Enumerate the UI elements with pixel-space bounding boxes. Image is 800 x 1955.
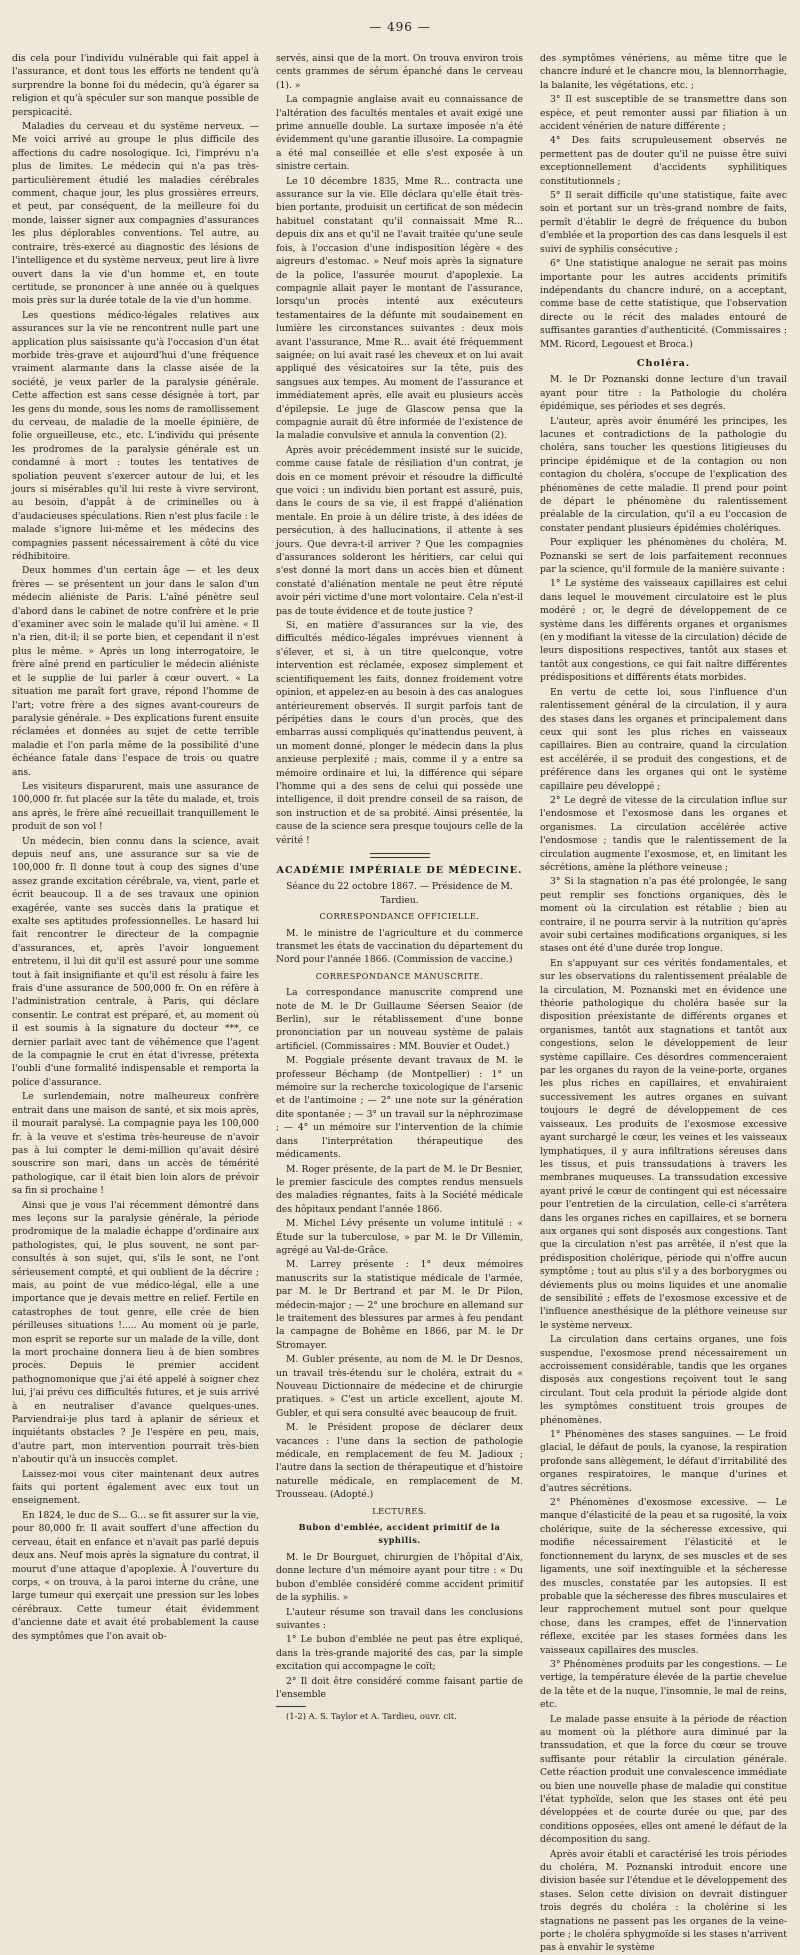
paragraph: M. le Dr Bourguet, chirurgien de l'hôpital d'Aix, donne lecture d'un mémoire ayant pour titre : « Du bubon d'emblée considéré comme accident primitif de la syphilis. »	[276, 1551, 523, 1604]
paragraph: En vertu de cette loi, sous l'influence d'un ralentissement général de la circulation, il y aura des stases dans les organes et principalement dans ceux qui sont les plus riches en vaisseaux capillaires. Bien au contraire, quand la circulation est accélérée, il se produit des congestions, et de préférence dans les organes qui ont le système capillaire peu développé ;	[540, 686, 787, 792]
paragraph: Ainsi que je vous l'ai récemment démontré dans mes leçons sur la paralysie générale, la période prodromique de la maladie échappe d'ordinaire aux pathologistes, qui, le plus souvent, ne sont par-consultés à son sujet, qui, s'ils le sont, ne l'ont sérieusement compté, et qui oublient de la décrire ; mais, au point de vue médico-légal, elle a une importance que je devais mettre en relief. Fertile en catastrophes de tout genre, elle crée de bien périlleuses situations !..... Au moment où je parle, mon esprit se reporte sur un malade de la ville, dont la mort prochaine donnera lieu à de bien sombres procès. Depuis le premier accident pathognomonique que j'ai été appelé à soigner chez lui, j'ai prévu ces difficultés futures, et je suis arrivé à en neutraliser d'avance quelques-unes. Parviendrai-je plus tard à aplanir de sérieux et inquiétants obstacles ? Je l'espère en peu, mais, d'autre part, mon intervention pourrait très-bien n'aboutir qu'à un insuccès complet.	[12, 1199, 259, 1466]
paragraph: 3° Il est susceptible de se transmettre dans son espèce, et peut remonter aussi par filiation à un accident vénérien de nature différente ;	[540, 94, 787, 133]
correspondence-item: M. Gubler présente, au nom de M. le Dr Desnos, un travail très-étendu sur le choléra, extrait du « Nouveau Dictionnaire de médecine et de chirurgie pratiques. » C'est un article excellent, ajoute M. Gubler, et qui sera consulté avec beaucoup de fruit.	[276, 1354, 523, 1419]
paragraph: 4° Des faits scrupuleusement observés ne permettent pas de douter qu'il ne puisse être suivi exceptionnellement d'accidents syphilitiques constitutionnels ;	[540, 135, 787, 187]
paragraph: Après avoir précédemment insisté sur le suicide, comme cause fatale de résiliation d'un contrat, je dois en ce moment prévoir et résoudre la difficulté que voici : un individu bien portant est assuré, puis, dans le cours de sa vie, il est frappé d'aliénation mentale. En proie à un délire triste, à des idées de persécution, à des hallucinations, il attente à ses jours. Que devra-t-il arriver ? Que les compagnies d'assurances solderont les héritiers, car celui qui s'est donné la mort dans un accès bien et dûment constaté d'aliénation mentale ne peut être réputé avoir péri victime d'une mort volontaire. Cela n'est-il pas de toute évidence et de toute justice ?	[276, 444, 523, 617]
column-middle	[276, 52, 523, 1722]
paragraph: Le surlendemain, notre malheureux confrère entrait dans une maison de santé, et six mois après, il mourait paralysé. La compagnie paya les 100,000 fr. à la veuve et s'estima très-heureuse de n'avoir pas à lui compter le demi-million qu'avait désiré souscrire son mari, dans un accès de témérité pathologique, car il était bien loin alors de prévoir sa fin si prochaine !	[12, 1091, 259, 1197]
official-correspondence-text: M. le ministre de l'agriculture et du commerce transmet les états de vaccination du département du Nord pour l'année 1866. (Commission de vaccine.)	[276, 927, 523, 966]
manuscript-correspondence-heading: CORRESPONDANCE MANUSCRITE.	[315, 970, 484, 981]
academy-session: Séance du 22 octobre 1867. — Présidence de M. Tardieu.	[286, 881, 513, 906]
paragraph: 2° Phénomènes d'exosmose excessive. — Le manque d'élasticité de la peau et sa rugosité, la voix cholérique, suite de la sécheresse excessive, qui modifie nécessairement l'élasticité et le fonctionnement du larynx, de ses muscles et de ses ligaments, une soif inextinguible et la sécheresse des muscles, constatée par les autopsies. Il est probable que la sécheresse des fibres musculaires et leur rapprochement mutuel sont pour quelque chose, dans les crampes, effet de l'innervation réflexe, excitée par les stases formées dans les vaisseaux capillaires des muscles.	[540, 1497, 787, 1656]
paragraph: 1° Le bubon d'emblée ne peut pas être expliqué, dans la très-grande majorité des cas, par la simple excitation qui accompagne le coït;	[276, 1634, 523, 1673]
paragraph: En s'appuyant sur ces vérités fondamentales, et sur les observations du ralentissement préalable de la circulation, M. Poznanski met en évidence une théorie pathologique du choléra basée sur la disposition préexistante de différents organes et organismes, tantôt aux stagnations et tantôt aux congestions, selon le développement de leur système capillaire. Ces désordres commenceraient par les organes du rayon de la veine-porte, organes les plus riches en capillaires, et envahiraient successivement les autres organes en suivant toujours le degré de développement de ces vaisseaux. Les produits de l'exosmose excessive ayant surchargé le cœur, les veines et les vaisseaux lymphatiques, il y aura infiltrations séreuses dans les tissus, et puis transsudations à travers les membranes muqueuses. La transsudation excessive ayant privé le cœur de contingent qui est nécessaire pour l'entretien de la circulation, celle-ci s'arrêtera dans les organes riches en capillaires, et se bornera aux organes qui sont disposés aux congestions. Tant que la circulation n'est pas arrêtée, il n'est que la prédisposition cholérique, période qui n'offre aucun symptôme ; tout au plus s'il y a des borborygmes ou déviements plus ou moins liquides et une anomalie de sensibilité ; effets de l'exosmose excessive et de l'influence anesthésique de la pléthore veineuse sur le système nerveux.	[540, 957, 787, 1331]
paragraph: 2° Il doit être considéré comme faisant partie de l'ensemble	[276, 1675, 523, 1700]
paragraph: dis cela pour l'individu vulnérable qui fait appel à l'assurance, et dont tous les efforts ne tendent qu'à surprendre la bonne foi du médecin, qu'à égarer sa religion et qu'à spéculer sur son manque possible de perspicacité.	[12, 53, 259, 118]
footnote-rule	[276, 1706, 306, 1707]
paragraph: En 1824, le duc de S... G... se fit assurer sur la vie, pour 80,000 fr. Il avait souffert d'une affection du cerveau, était en enfance et n'avait pas parlé depuis deux ans. Neuf mois après la signature du contrat, il mourut d'une attaque d'apoplexie. À l'ouverture du corps, « on trouva, à la paroi interne du crâne, une large tumeur qui exerçait une pression sur les lobes cérébraux. Cette tumeur était évidemment d'ancienne date et avait été probablement la cause des symptômes que l'on avait ob-	[12, 1509, 259, 1642]
paragraph: 6° Une statistique analogue ne serait pas moins importante pour les autres accidents primitifs indépendants du chancre induré, on a acceptant, comme base de cette statistique, que l'observation directe ou le récit des malades entouré de suffisantes garanties d'authenticité. (Commissaires : MM. Ricord, Legouest et Broca.)	[540, 258, 787, 350]
bubon-title: Bubon d'emblée, accident primitif de la syphilis.	[298, 1522, 501, 1546]
official-correspondence-heading: CORRESPONDANCE OFFICIELLE.	[319, 911, 480, 922]
paragraph: M. le Dr Poznanski donne lecture d'un travail ayant pour titre : la Pathologie du choléra épidémique, ses périodes et ses degrés.	[540, 374, 787, 413]
paragraph: Deux hommes d'un certain âge — et les deux frères — se présentent un jour dans le salon d'un médecin aliéniste de Paris. L'aîné pénètre seul d'abord dans le cabinet de notre confrère et le prie d'examiner avec soin le malade qu'il lui amène. « Il n'a rien, dit-il; il se porte bien, et cependant il n'est plus le même. » Après un long interrogatoire, le frère aîné prend en particulier le médecin aliéniste et le supplie de lui parler à cœur ouvert. « La situation me paraît fort grave, répond l'homme de l'art; votre frère a des signes avant-coureurs de paralysie générale. » Des explications furent ensuite réclamées et données au sujet de cette terrible maladie et l'on parla même de la possibilité d'une échéance fatale dans l'espace de trois ou quatre ans.	[12, 565, 259, 778]
paragraph: La circulation dans certains organes, une fois suspendue, l'exosmose prend nécessairement un accroissement considérable, tandis que les organes disposés aux congestions reçoivent tout le sang circulant. Tout cela produit la période algide dont les symptômes constituent trois groupes de phénomènes.	[540, 1334, 787, 1426]
paragraph: Les questions médico-légales relatives aux assurances sur la vie ne rencontrent nulle part une application plus saisissante qu'à l'occasion d'un état morbide très-grave et aujourd'hui d'une fréquence vraiment alarmante dans la classe aisée de la société, je veux parler de la paralysie générale. Cette affection est sans cesse désignée à tort, par les gens du monde, sous les noms de ramollissement du cerveau, de maladie de la moelle épinière, de folie orgueilleuse, etc., etc. L'individu qui présente les prodromes de la paralysie générale est un condamné à mort : toutes les tentatives de spoliation peuvent s'exercer autour de lui, et les jours si misérables qu'il lui reste à vivre serviront, au besoin, d'appât à de criminelles ou à d'audacieuses spéculations. Rien n'est plus facile : le malade s'ignore lui-même et les médecins des compagnies passent nécessairement à côté du vice rédhibitoire.	[12, 309, 259, 563]
paragraph: Après avoir établi et caractérisé les trois périodes du choléra, M. Poznanski introduit encore une division basée sur l'étendue et le développement des stases. Selon cette division on devrait distinguer trois degrés du choléra : la cholérine si les stagnations ne passent pas les organes de la veine-porte ; le choléra sphygmoïde si les stases n'arrivent pas à envahir le système	[540, 1848, 787, 1954]
correspondence-item: La correspondance manuscrite comprend une note de M. le Dr Guillaume Séersen Seaior (de Berlin), sur le rétablissement d'une bonne prononciation par un nouveau système de palais artificiel. (Commissaires : MM. Bouvier et Oudet.)	[276, 987, 523, 1052]
lectures-heading: LECTURES.	[372, 1505, 427, 1516]
correspondence-item: M. Michel Lévy présente un volume intitulé : « Étude sur la tuberculose, » par M. le Dr Villemin, agrégé au Val-de-Grâce.	[276, 1218, 523, 1256]
paragraph: 3° Phénomènes produits par les congestions. — Le vertige, la température élevée de la partie chevelue de la tête et de la nuque, l'insomnie, le mal de reins, etc.	[540, 1658, 787, 1711]
cholera-heading: Choléra.	[636, 357, 691, 369]
paragraph: L'auteur, après avoir énuméré les principes, les lacunes et contradictions de la pathologie du choléra, sans toucher les questions litigieuses du principe épidémique et de la contagion ou non contagion du choléra, s'occupe de l'explication des phénomènes de cette maladie. Il prend pour point de départ le phénomène du ralentissement préalable de la circulation, qu'il a eu l'occasion de constater pendant plusieurs épidémies cholériques.	[540, 415, 787, 534]
paragraph: Le 10 décembre 1835, Mme R... contracta une assurance sur la vie. Elle déclara qu'elle était très-bien portante, produisit un certificat de son médecin habituel constatant qu'il connaissait Mme R... depuis dix ans et qu'il ne l'avait traitée qu'une seule fois, à l'occasion d'une indisposition légère « des aigreurs d'estomac. » Neuf mois après la signature de la police, l'assurée mourut d'apoplexie. La compagnie allait payer le montant de l'assurance, lorsqu'un procès intenté aux exécuteurs testamentaires de la défunte mit soudainement en lumière les circonstances suivantes : deux mois avant l'assurance, Mme R... avait été fréquemment saignée; on lui avait rasé les cheveux et on lui avait appliqué des vésicatoires sur la tête, puis des sangsues aux tempes. Au moment de l'assurance et immédiatement après, elle avait eu plusieurs accès d'épilepsie. Le juge de Glascow pensa que la compagnie aurait dû être informée de l'existence de la maladie convulsive et annula la convention (2).	[276, 175, 523, 442]
page-number: — 496 —	[369, 20, 431, 34]
paragraph: Les visiteurs disparurent, mais une assurance de 100,000 fr. fut placée sur la tête du malade, et, trois ans après, le frère aîné recueillait tranquillement le produit de son vol !	[12, 780, 259, 833]
paragraph: 1° Le système des vaisseaux capillaires est celui dans lequel le mouvement circulatoire est le plus modéré ; or, le degré de développement de ce système dans les différents organes et organismes (en y modifiant la vitesse de la circulation) décide de leurs dispositions respectives, tantôt aux stases et tantôt aux congestions, ce qui fait naître différentes prédispositions et différents états morbides.	[540, 578, 787, 684]
correspondence-item: M. Roger présente, de la part de M. le Dr Besnier, le premier fascicule des comptes rendus mensuels des maladies régnantes, faits à la Société médicale des hôpitaux pendant l'année 1866.	[276, 1163, 523, 1215]
correspondence-item: M. Poggiale présente devant travaux de M. le professeur Béchamp (de Montpellier) : 1° un mémoire sur la recherche toxicologique de l'arsenic et de l'antimoine ; — 2° une note sur la génération dite spontanée ; — 3° un travail sur la néphrozimase ; — 4° un mémoire sur l'intervention de la chimie dans l'interprétation thérapeutique des médicaments.	[276, 1055, 523, 1161]
footnote: (1-2) A. S. Taylor et A. Tardieu, ouvr. cit.	[286, 1711, 457, 1722]
paragraph: Maladies du cerveau et du système nerveux. — Me voici arrivé au groupe le plus difficile des affections du cadre nosologique. Ici, l'imprévu n'a plus de limites. Le médecin qui n'a pas très-particulièrement étudié les maladies cérébrales comment, chaque jour, les plus grossières erreurs, et peut, par conséquent, de la meilleure foi du monde, laisser signer aux compagnies d'assurances les plus déplorables conventions. Tel autre, au contraire, très-exercé au diagnostic des lésions de l'intelligence et du système nerveux, peut lire à livre ouvert dans la vie d'un homme et, en toute certitude, se prononcer à une année ou à quelques mois près sur la durée totale de la vie d'un homme.	[12, 121, 259, 307]
paragraph: Si, en matière d'assurances sur la vie, des difficultés médico-légales imprévues viennent à s'élever, et si, à un titre quelconque, votre intervention est réclamée, exposez simplement et scientifiquement les faits, donnez froidement votre opinion, et appelez-en au besoin à des cas analogues antérieurement observés. Il surgit parfois tant de péripéties dans le cours d'un procès, que des embarras aussi compliqués qu'inattendus peuvent, à un moment donné, plonger le médecin dans la plus anxieuse perplexité ; mais, comme il y a entre sa mémoire ordinaire et lui, la différence qui sépare l'homme qui a des sens de celui qui possède une intelligence, il doit prendre conseil de sa raison, de son instruction et de sa probité. Ainsi présentée, la cause de la science sera presque toujours celle de la vérité !	[276, 620, 523, 846]
column-left	[12, 52, 259, 1642]
column-right	[540, 52, 787, 1954]
paragraph: Un médecin, bien connu dans la science, avait depuis neuf ans, une assurance sur sa vie de 100,000 fr. Il donne tout à coup des signes d'une assez grande excitation cérébrale, va, vient, parle et écrit beaucoup. Il a de ses travaux une opinion exagérée, vante ses succès dans la pratique et exalte ses aptitudes professionnelles. Le hasard lui fait rencontrer le directeur de la compagnie d'assurances, et, après l'avoir longuement entretenu, il lui dit qu'il est assuré pour une somme tout à fait insignifiante et qu'il est résolu à faire les frais d'une assurance de 500,000 fr. On en réfère à l'administration centrale, à Paris, qui déclare consentir. Le contrat est préparé, et, au moment où il est soumis à la signature du docteur ***, ce dernier parlait avec tant de véhémence que l'agent de la compagnie le crut en état d'ivresse, prétexta l'oubli d'une formalité indispensable et remporta la police d'assurance.	[12, 835, 259, 1088]
paragraph: 2° Le degré de vitesse de la circulation influe sur l'endosmose et l'exosmose dans les organes et organismes. La circulation accélérée active l'endosmose ; tandis que le ralentissement de la circulation augmente l'exosmose, et, en limitant les sécrétions, amène la pléthore veineuse ;	[540, 794, 787, 873]
academy-title: ACADÉMIE IMPÉRIALE DE MÉDECINE.	[276, 864, 523, 876]
paragraph: 5° Il serait difficile qu'une statistique, faite avec soin et portant sur un très-grand nombre de faits, permît d'établir le degré de fréquence du bubon d'emblée et la proportion des cas dans lesquels il est suivi de syphilis consécutive ;	[540, 190, 787, 255]
section-divider	[370, 853, 430, 858]
paragraph: 3° Si la stagnation n'a pas été prolongée, le sang peut remplir ses fonctions organiques, dès le moment où la circulation est rétablie ; bien au contraire, il ne pourra servir à la nutrition qu'après avoir subi certaines modifications organiques, si les stases ont été d'une durée trop longue.	[540, 876, 787, 955]
paragraph: Le malade passe ensuite à la période de réaction au moment où la pléthore aura diminué par la transsudation, et que la force du cœur se trouve suffisante pour rétablir la circulation générale. Cette réaction produit une convalescence immédiate ou bien une nouvelle phase de maladie qui constitue l'état typhoïde, selon que les stases ont été peu développées et de courte durée ou que, par des conditions opposées, elles ont amené le défaut de la décomposition du sang.	[540, 1713, 787, 1846]
paragraph: des symptômes vénériens, au même titre que le chancre induré et le chancre mou, la blennorrhagie, la balanite, les végétations, etc. ;	[540, 53, 787, 91]
paragraph: Pour expliquer les phénomènes du choléra, M. Poznanski se sert de lois parfaitement reconnues par la science, qu'il formule de la manière suivante :	[540, 537, 787, 576]
paragraph: 1° Phénomènes des stases sanguines. — Le froid glacial, le défaut de pouls, la cyanose, la respiration profonde sans allègement, le défaut d'irritabilité des organes respiratoires, le manque d'urines et d'autres sécrétions.	[540, 1429, 787, 1494]
correspondence-item: M. le Président propose de déclarer deux vacances : l'une dans la section de pathologie médicale, en remplacement de feu M. Jadioux ; l'autre dans la section de thérapeutique et d'histoire naturelle médicale, en remplacement de M. Trousseau. (Adopté.)	[276, 1422, 523, 1501]
correspondence-item: M. Larrey présente : 1° deux mémoires manuscrits sur la statistique médicale de l'armée, par M. le Dr Bertrand et par M. le Dr Pilon, médecin-major ; — 2° une brochure en allemand sur le traitement des blessures par armes à feu pendant la campagne de Bohême en 1866, par M. le Dr Stromayer.	[276, 1259, 523, 1351]
paragraph: La compagnie anglaise avait eu connaissance de l'altération des facultés mentales et avait exigé une prime annuelle double. La surtaxe imposée n'a été évidemment qu'une garantie illusoire. La compagnie a été mal conseillée et elle s'est exposée à un sinistre certain.	[276, 94, 523, 173]
paragraph: L'auteur résume son travail dans les conclusions suivantes :	[276, 1606, 523, 1631]
paragraph: servés, ainsi que de la mort. On trouva environ trois cents grammes de sérum épanché dans le cerveau (1). »	[276, 53, 523, 91]
paragraph: Laissez-moi vous citer maintenant deux autres faits qui portent également avec eux tout un enseignement.	[12, 1468, 259, 1507]
